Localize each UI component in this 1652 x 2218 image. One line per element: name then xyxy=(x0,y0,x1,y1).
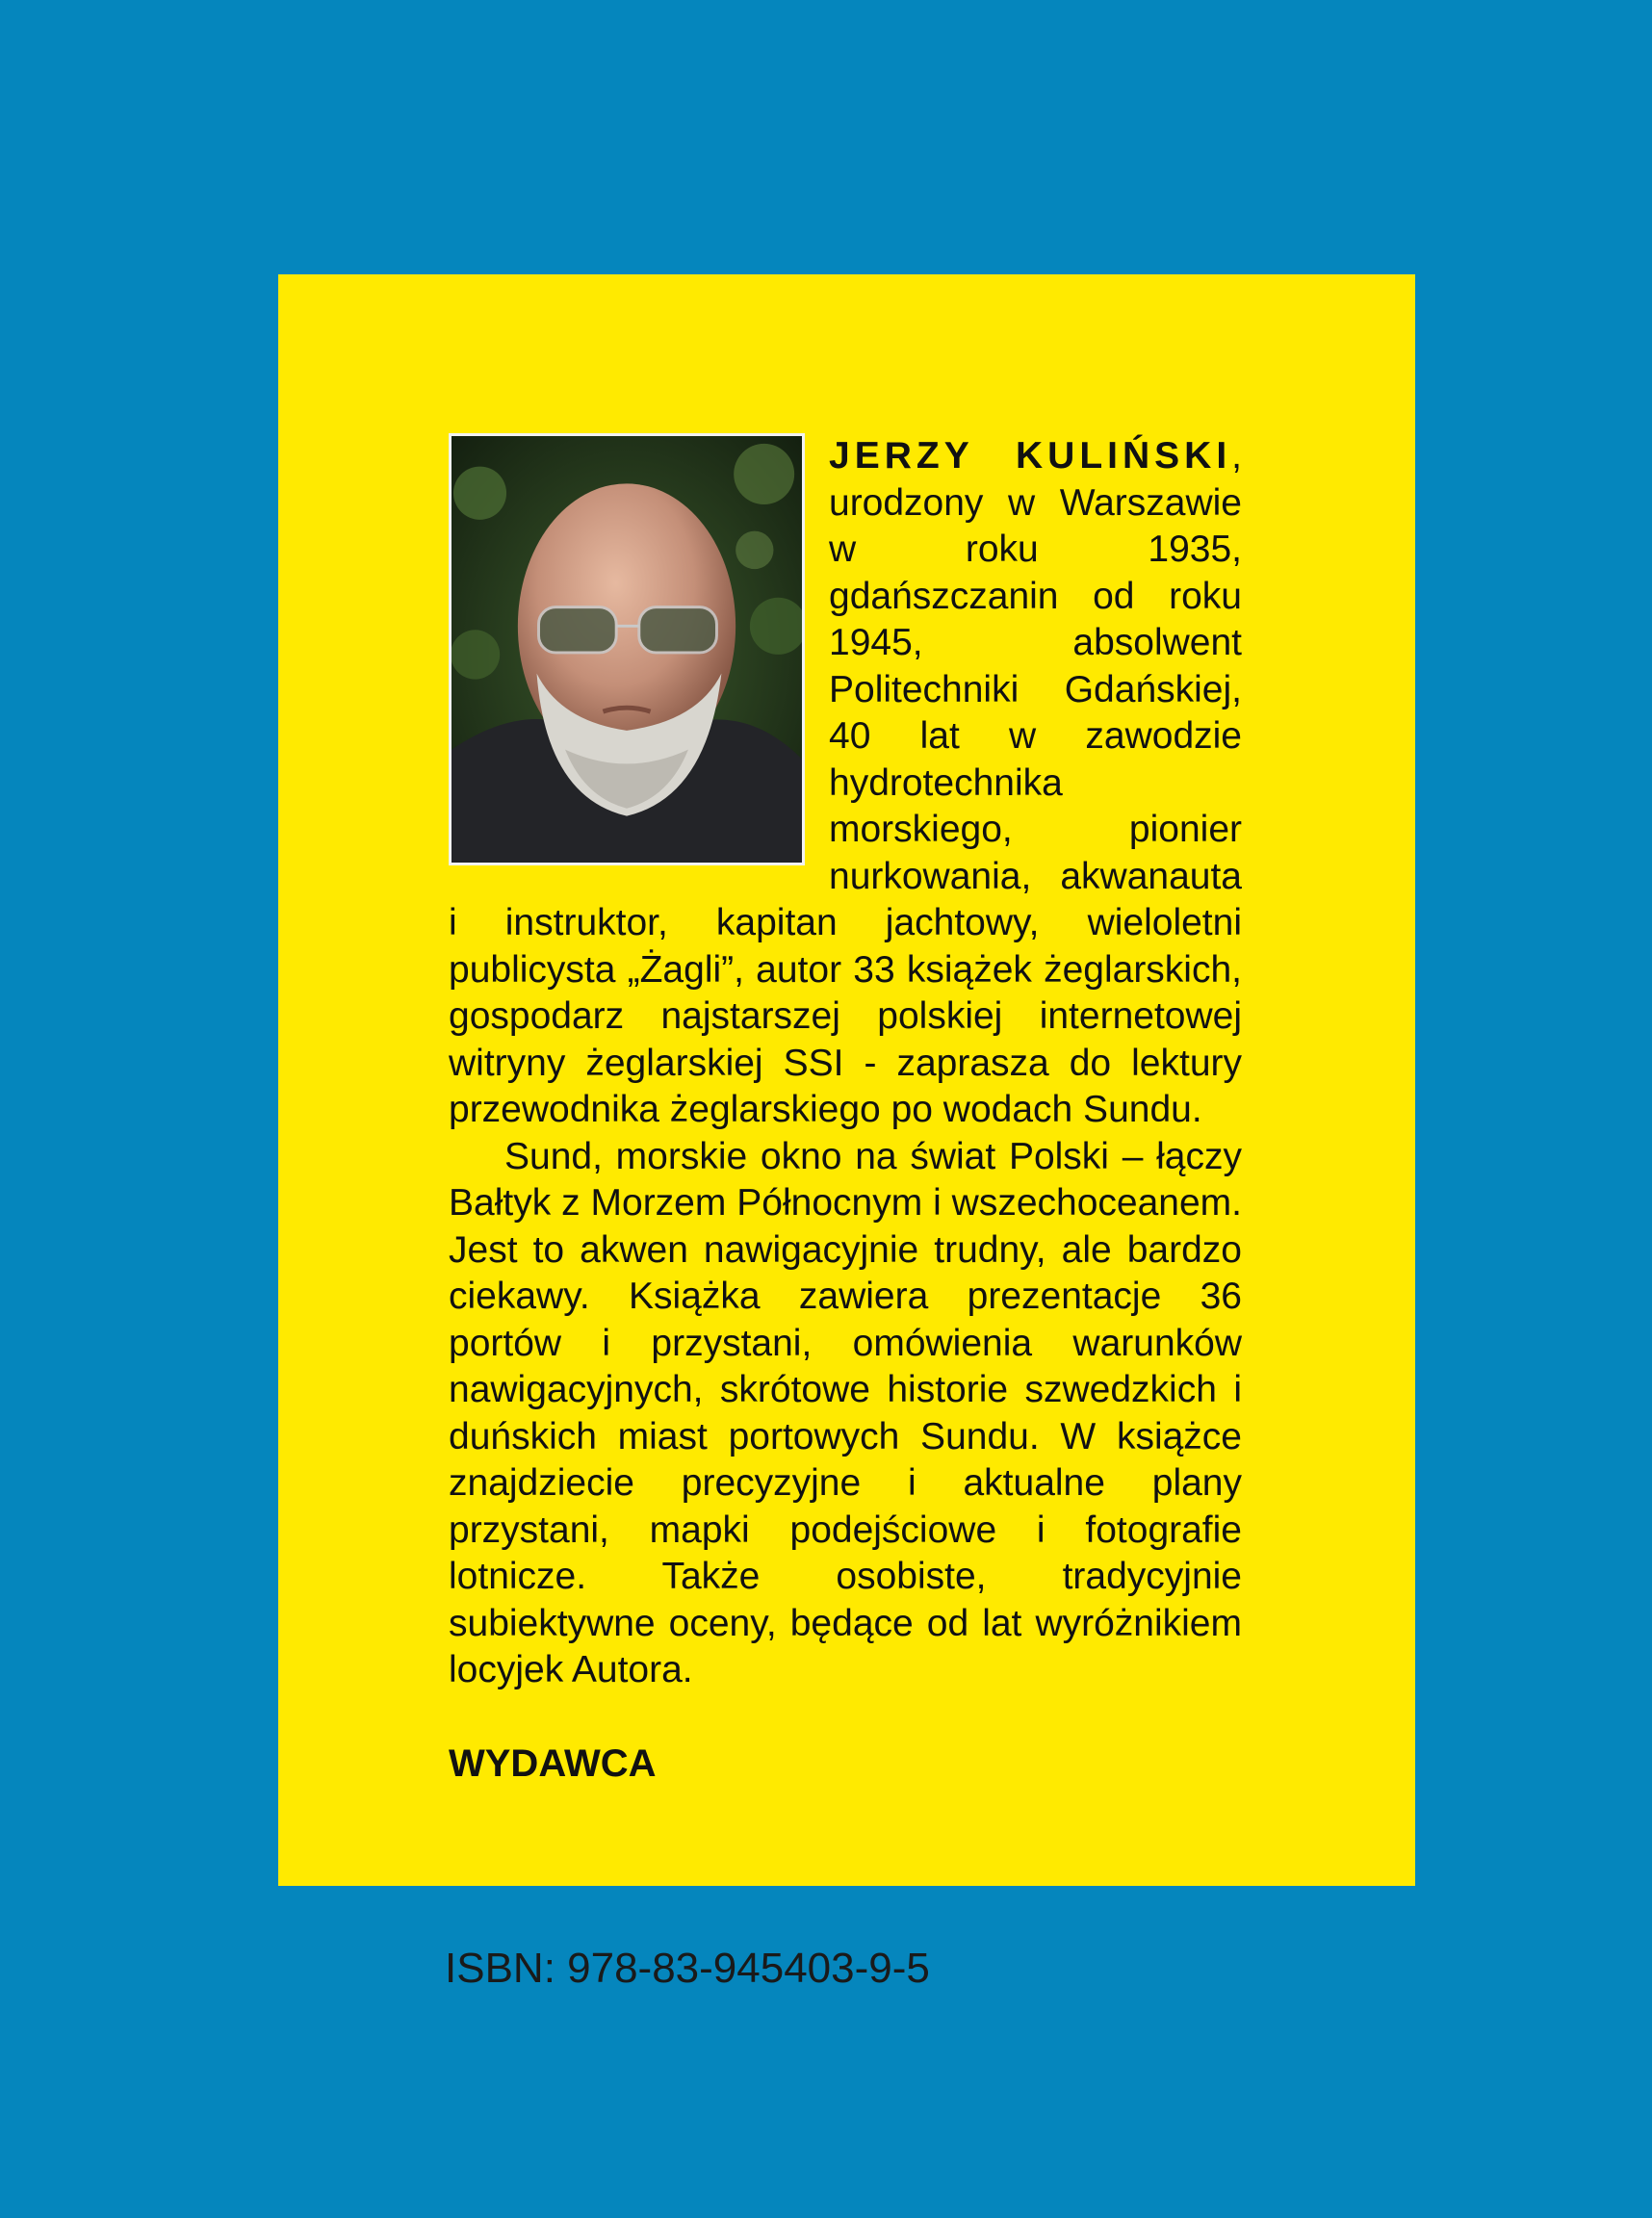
yellow-text-panel xyxy=(278,274,1415,1886)
publisher-label: WYDAWCA xyxy=(449,1741,657,1785)
author-bio: urodzony w Warszawie w roku 1935, gdańszczanin od roku 1945, absolwent Politechniki Gdańskiej, 40 lat w zawodzie hydrotechnika morskiego, pionier nurkowania, akwanauta i instruktor, kapitan jachtowy, wieloletni publicysta „Żagli”, autor 33 książek żeglarskich, gospodarz najstarszej polskiej internetowej witryny żeglarskiej SSI - zaprasza do lektury przewodnika żeglarskiego po wodach Sundu. xyxy=(449,481,1242,1130)
isbn-number: ISBN: 978-83-945403-9-5 xyxy=(445,1945,930,1992)
book-description: Sund, morskie okno na świat Polski – łączy Bałtyk z Morzem Północnym i wszechoceanem. Jest to akwen nawigacyjnie trudny, ale bardzo ciekawy. Książka zawiera prezentacje 36 portów i przystani, omówienia warunków nawigacyjnych, skrótowe historie szwedzkich i duńskich miast portowych Sundu. W książce znajdziecie precyzyjne i aktualne plany przystani, mapki podejściowe i fotografie lotnicze. Także osobiste, tradycyjnie subiektywne oceny, będące od lat wyróżnikiem locyjek Autora. xyxy=(449,1135,1242,1690)
author-name-comma: , xyxy=(1231,435,1242,477)
blurb-content xyxy=(449,433,1242,1787)
author-name: JERZY KULIŃSKI xyxy=(829,435,1232,477)
author-photo xyxy=(449,433,805,865)
author-portrait-image xyxy=(452,436,802,863)
